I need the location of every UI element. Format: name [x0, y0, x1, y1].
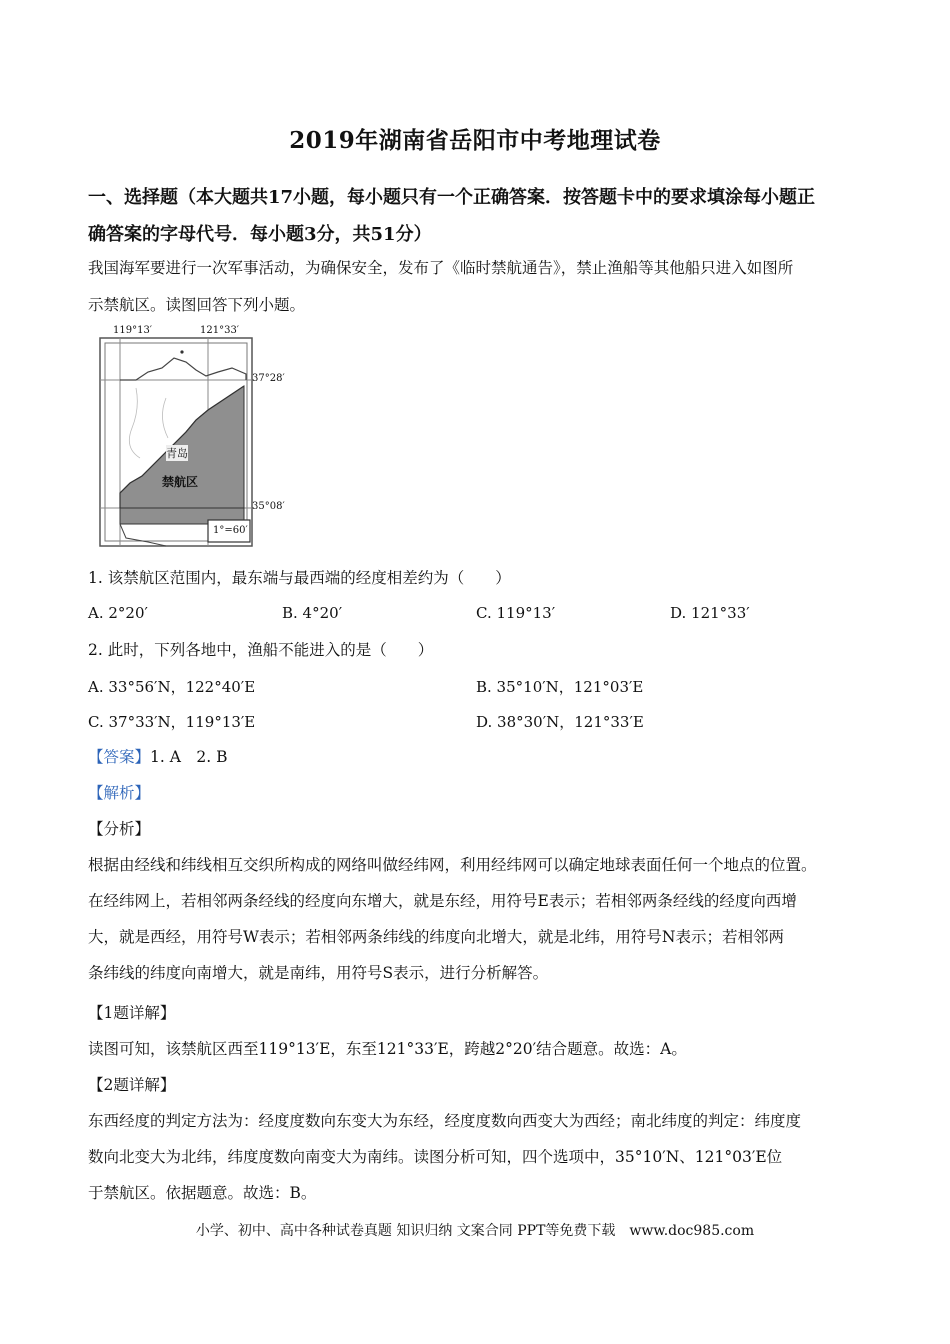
fenxi-line4: 条纬线的纬度向南增大，就是南纬，用符号S表示，进行分析解答。 — [88, 964, 549, 982]
question-2-option-a: A. 33°56′N，122°40′E — [88, 678, 256, 696]
question-2-option-d: D. 38°30′N，121°33′E — [476, 713, 644, 731]
map-lat-top-label: 37°28′ — [252, 373, 285, 384]
answer-text: 1. A 2. B — [150, 748, 228, 766]
section-heading-line1: 一、选择题（本大题共17小题，每小题只有一个正确答案．按答题卡中的要求填涂每小题正 — [88, 187, 816, 208]
fenxi-tag: 【分析】 — [88, 820, 151, 838]
detail-1-tag: 【1题详解】 — [88, 1004, 176, 1022]
detail-2-tag: 【2题详解】 — [88, 1076, 176, 1094]
map-zone-label: 禁航区 — [162, 475, 199, 489]
detail-2-line3: 于禁航区。依据题意。故选：B。 — [88, 1184, 317, 1202]
fenxi-line2: 在经纬网上，若相邻两条经线的经度向东增大，就是东经，用符号E表示；若相邻两条经线的经度向西增 — [88, 892, 797, 910]
page-title: 2019年湖南省岳阳市中考地理试卷 — [289, 127, 661, 154]
map-lat-bottom-label: 35°08′ — [252, 501, 285, 512]
map-lon-right-label: 121°33′ — [200, 325, 240, 336]
detail-2-line1: 东西经度的判定方法为：经度度数向东变大为东经，经度度数向西变大为西经；南北纬度的判定：纬度度 — [88, 1112, 802, 1130]
question-1-option-d: D. 121°33′ — [670, 604, 750, 622]
analysis-tag: 【解析】 — [88, 784, 151, 802]
restricted-zone-map — [96, 325, 285, 550]
fenxi-line1: 根据由经线和纬线相互交织所构成的网络叫做经纬网，利用经纬网可以确定地球表面任何一个地点的位置。 — [88, 856, 817, 874]
question-2-option-b: B. 35°10′N，121°03′E — [476, 678, 644, 696]
question-1-option-a: A. 2°20′ — [88, 604, 148, 622]
detail-2-line2: 数向北变大为北纬，纬度度数向南变大为南纬。读图分析可知，四个选项中，35°10′N、121°03′E位 — [88, 1148, 783, 1166]
map-lon-left-label: 119°13′ — [113, 325, 153, 336]
question-2-stem: 2. 此时，下列各地中，渔船不能进入的是（ ） — [88, 641, 434, 659]
map-scale-label: 1°=60′ — [213, 525, 248, 536]
page-footer: 小学、初中、高中各种试卷真题 知识归纳 文案合同 PPT等免费下载 www.doc985.com — [195, 1223, 755, 1239]
answer-tag: 【答案】 — [88, 748, 151, 766]
question-1-option-b: B. 4°20′ — [282, 604, 343, 622]
map-city-label: 青岛 — [166, 447, 188, 460]
intro-line1: 我国海军要进行一次军事活动，为确保安全，发布了《临时禁航通告》，禁止渔船等其他船只进入如图所 — [88, 259, 794, 277]
section-heading-line2: 确答案的字母代号．每小题3分，共51分） — [88, 224, 432, 245]
answer-line — [88, 747, 228, 767]
detail-1-text: 读图可知，该禁航区西至119°13′E，东至121°33′E，跨越2°20′结合题意。故选：A。 — [88, 1040, 687, 1058]
intro-line2: 示禁航区。读图回答下列小题。 — [88, 296, 306, 314]
fenxi-line3: 大，就是西经，用符号W表示；若相邻两条纬线的纬度向北增大，就是北纬，用符号N表示；若相邻两 — [88, 928, 784, 946]
question-1-stem: 1. 该禁航区范围内，最东端与最西端的经度相差约为（ ） — [88, 569, 511, 587]
question-1-option-c: C. 119°13′ — [476, 604, 556, 622]
question-2-option-c: C. 37°33′N，119°13′E — [88, 713, 256, 731]
